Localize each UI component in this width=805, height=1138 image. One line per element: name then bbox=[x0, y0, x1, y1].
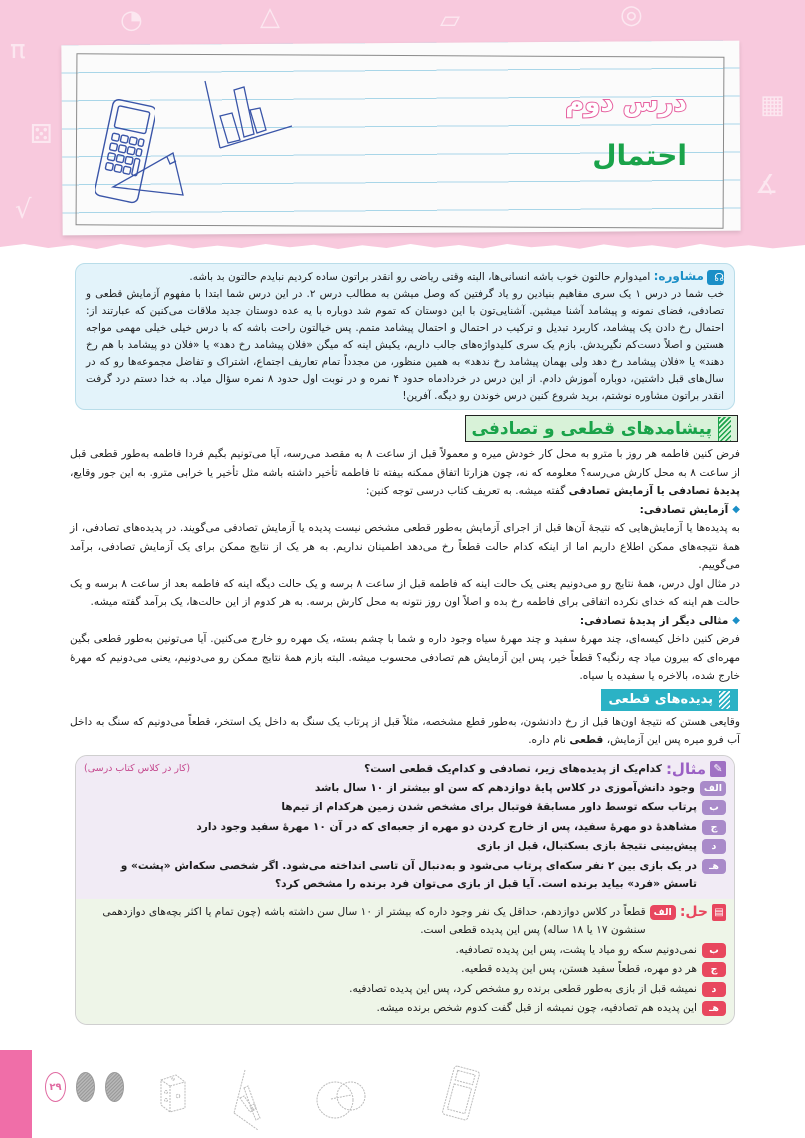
item-tag: ب bbox=[702, 943, 726, 958]
venn-diagram-icon bbox=[315, 1072, 370, 1122]
intro-text: فرض کنین فاطمه هر روز با مترو به محل کار خودش میره و معمولاً قبل از ساعت ۸ به مقصد می‌رسه، آیا می‌تونیم بگیم فردا فاطمه به‌طور قطعی قبل از ساعت ۸ به محل کارش می‌رسه؟ معلومه که نه، چون هزارتا اتفاق ممکنه بیفته تا فاطمه تأخیر داشته باشه مثل تأخیر یا خرابی مترو. به این جور وقایع، bbox=[70, 448, 741, 479]
example-question-area bbox=[76, 756, 734, 899]
item-text: مشاهدهٔ دو مهرهٔ سفید، پس از خارج کردن دو مهره از جعبه‌ای که در آن ۱۰ مهرهٔ سفید وجود دارد bbox=[196, 820, 697, 833]
side-color-strip bbox=[0, 1050, 32, 1138]
doodle-icon: ▦ bbox=[760, 90, 785, 120]
advice-first-line bbox=[86, 268, 724, 286]
intro-bold-term: پدیدهٔ تصادفی یا آزمایش تصادفی bbox=[568, 485, 740, 497]
solution-label: حل: bbox=[679, 903, 708, 920]
main-content bbox=[70, 263, 740, 1025]
example-label: مثال: bbox=[665, 759, 706, 778]
item-text: پیش‌بینی نتیجهٔ بازی بسکتبال، قبل از بازی bbox=[476, 840, 697, 852]
page-dot-icon bbox=[76, 1072, 95, 1102]
item-tag: د bbox=[702, 839, 726, 854]
doodle-icon: ◎ bbox=[620, 0, 643, 30]
document-icon: ▤ bbox=[712, 904, 726, 921]
section-heading-text: پیشامدهای قطعی و تصادفی bbox=[471, 418, 712, 439]
advice-label: مشاوره: bbox=[653, 269, 704, 283]
example-item bbox=[84, 779, 726, 798]
item-text: هر دو مهره، قطعاً سفید هستن، پس این پدیده قطعیه. bbox=[461, 963, 697, 975]
headset-icon: ☊ bbox=[707, 270, 724, 285]
advice-intro: امیدوارم حالتون خوب باشه انسانی‌ها، البته وقتی ریاضی رو انقدر براتون ساده کردیم نبایدم حالتون بد باشه. bbox=[189, 271, 651, 283]
doodle-icon: π bbox=[10, 35, 26, 65]
certain-bold-term: قطعی bbox=[569, 734, 604, 746]
solution-item bbox=[84, 941, 726, 960]
example-source: (کار در کلاس کتاب درسی) bbox=[84, 763, 191, 774]
solution-area bbox=[76, 899, 734, 1024]
example-item bbox=[84, 837, 726, 856]
solution-first-item bbox=[84, 903, 726, 940]
example-item bbox=[84, 818, 726, 837]
advice-body: خب شما در درس ۱ یک سری مفاهیم بنیادین رو یاد گرفتین که وصل میشن به مطالب درس ۲. در این درس شما ابتدا با مفهوم آزمایش قطعی و تصادفی، فضای نمونه و پیشامد آشنا میشین. آشنایی‌تون با این دوستان که تموم شد دوباره با یه عده دوستان جدید ملاقات می‌کنین که عبارتند از: احتمال رخ دادن یک پیشامد، کاربرد تبدیل و ترکیب در احتمال و احتمال پیشامد متمم. پس خیالتون راحت باشه که با درس خیلی خیلی مهمی مواجه هستین و اصلاً دست‌کم نگیریدش. بازم یک سری کلیدواژه‌های جالب داریم، یکیش اینه که میگن «فلان پیشامد رخ دهد» یا «فلان دو پیشامد با هم رخ دهند» یا «فلان پیشامد رخ دهد ولی بهمان پیشامد رخ ندهد» به همین منظور، من مجدداً تمام تعاریف اجتماع، اشتراک و تفاضل مجموعه‌ها رو که در سال‌های قبل داشتین، دوباره آموزش دادم. از این درس در خردادماه حدود ۴ نمره و در نوبت اول حدود ۸ نمره سؤال میاد. به خدا دستم درد گرفت انقدر براتون مشاوره نوشتم، برید شروع کنین درس خوندن رو دیگه. آفرین! bbox=[86, 288, 724, 402]
doodle-icon: △ bbox=[260, 2, 280, 32]
item-tag: الف bbox=[700, 781, 726, 796]
certain-events-paragraph bbox=[70, 713, 740, 750]
example-box bbox=[75, 755, 735, 1025]
section-heading-text: پدیده‌های قطعی bbox=[608, 692, 713, 707]
other-example-heading-text: مثالی دیگر از پدیدهٔ تصادفی: bbox=[579, 614, 729, 627]
item-tag: هـ bbox=[702, 859, 726, 874]
example-head bbox=[84, 760, 726, 778]
pen-icon: ✎ bbox=[710, 761, 726, 777]
hatch-decoration-icon bbox=[718, 417, 731, 441]
example-item bbox=[84, 857, 726, 894]
example-question: کدام‌یک از پدیده‌های زیر، تصادفی و کدام‌یک قطعی است؟ bbox=[364, 762, 662, 775]
calculator-sketch-icon bbox=[442, 1064, 480, 1122]
intro-end: گفته میشه. به تعریف کتاب درسی توجه کنین: bbox=[365, 485, 569, 497]
doodle-icon: ∡ bbox=[755, 170, 779, 200]
page-number: ۲۹ bbox=[45, 1072, 66, 1102]
solution-item bbox=[84, 980, 726, 999]
item-text: وجود دانش‌آموزی در کلاس پایهٔ دوازدهم که سن او بیشتر از ۱۰ سال باشد bbox=[314, 781, 695, 794]
item-text: پرتاب سکه توسط داور مسابقهٔ فوتبال برای مشخص شدن زمین هرکدام از تیم‌ها bbox=[281, 801, 697, 813]
page-dot-icon bbox=[105, 1072, 124, 1102]
example-paragraph: در مثال اول درس، همهٔ نتایج رو می‌دونیم یعنی یک حالت اینه که فاطمه قبل از ساعت ۸ برسه و یک حالت دیگه اینه که فاطمه بعد از ساعت ۸ برسه و یک حالت هم اینه که خدای نکرده اتفاقی برای فاطمه رخ بده و اصلاً اون روز نتونه به محل کارش برسه. به هر کدوم از این حالت‌ها، یک برآمد گفته میشه. bbox=[70, 577, 741, 608]
header-banner bbox=[0, 0, 805, 250]
doodle-icon: √ bbox=[15, 195, 32, 225]
bullet-icon: ◆ bbox=[732, 503, 740, 515]
solution-item bbox=[84, 999, 726, 1018]
bullet-icon: ◆ bbox=[732, 614, 740, 626]
footer-row bbox=[45, 1070, 124, 1104]
dice-icon bbox=[158, 1072, 188, 1114]
item-tag: د bbox=[702, 982, 726, 997]
item-text: قطعاً در کلاس دوازدهم، حداقل یک نفر وجود داره که بیشتر از ۱۰ سال سن داشته باشه (چون تمام یا اکثر بچه‌های دوازدهمی سنشون ۱۷ یا ۱۸ ساله) پس این پدیده قطعی است. bbox=[102, 905, 646, 936]
item-tag: الف bbox=[650, 905, 676, 920]
item-text: این پدیده هم تصادفیه، چون نمیشه از قبل گفت کدوم شخص برنده میشه. bbox=[376, 1002, 697, 1014]
solution-item bbox=[84, 960, 726, 979]
item-tag: ج bbox=[702, 820, 726, 835]
doodle-icon: ⚄ bbox=[30, 120, 53, 150]
item-tag: ج bbox=[702, 962, 726, 977]
bar-chart-icon bbox=[200, 78, 300, 153]
triangle-icon bbox=[105, 145, 205, 210]
doodle-icon: ▱ bbox=[440, 5, 460, 35]
hatch-decoration-icon bbox=[719, 691, 730, 709]
torn-edge bbox=[0, 238, 805, 250]
chart-sketch-icon bbox=[230, 1068, 265, 1133]
item-text: نمی‌دونیم سکه رو میاد یا پشت، پس این پدیده تصادفیه. bbox=[455, 943, 697, 956]
section-heading-certain-events bbox=[601, 689, 738, 711]
other-example-heading bbox=[70, 612, 740, 631]
definition-heading bbox=[70, 501, 740, 520]
intro-paragraph bbox=[70, 445, 740, 501]
lesson-title: احتمال bbox=[592, 139, 687, 172]
item-tag: ب bbox=[702, 800, 726, 815]
definition-heading-text: آزمایش تصادفی: bbox=[639, 503, 729, 516]
item-tag: هـ bbox=[702, 1001, 726, 1016]
section-heading-random-events bbox=[465, 415, 738, 442]
advice-box bbox=[75, 263, 735, 410]
example-title-row bbox=[364, 760, 726, 778]
lesson-number: درس دوم bbox=[565, 88, 687, 118]
item-text: در یک بازی بین ۲ نفر سکه‌ای پرتاب می‌شود و به‌دنبال آن تاسی انداخته می‌شود. اگر شخصی سکه‌اش «پشت» و تاسش «فرد» بیاید برنده است. آیا قبل از بازی می‌توان فرد برنده را مشخص کرد؟ bbox=[120, 859, 697, 890]
certain-text: وقایعی هستن که نتیجهٔ اون‌ها قبل از رخ دادنشون، به‌طور قطع مشخصه، مثلاً قبل از پرتاب یک سنگ به داخل یک استخر، قطعاً می‌دونیم که سنگ به داخل آب فرو میره پس این آزمایش، bbox=[70, 715, 740, 746]
item-text: نمیشه قبل از بازی به‌طور قطعی برنده رو مشخص کرد، پس این پدیده تصادفیه. bbox=[349, 982, 697, 995]
other-example-paragraph: فرض کنین داخل کیسه‌ای، چند مهرهٔ سفید و چند مهرهٔ سیاه وجود داره و شما با چشم بسته، یک مهره رو خارج می‌کنین. آیا می‌تونین به‌طور قطعی بگین مهره‌ای که بیرون میاد چه رنگیه؟ قطعاً خیر، پس این آزمایش هم تصادفی محسوب میشه. البته بازم همهٔ نتایج ممکن رو می‌دونیم، یعنی می‌دونیم که مهرهٔ خارج شده، بالاخره یا سفیده یا سیاه. bbox=[70, 633, 740, 682]
certain-text-end: نام داره. bbox=[528, 734, 570, 746]
definition-paragraph: به پدیده‌ها یا آزمایش‌هایی که نتیجهٔ آن‌ها قبل از اجرای آزمایش به‌طور قطعی مشخص نیست پدیده یا آزمایش تصادفی می‌گویند. در پدیده‌های تصادفی، از همهٔ نتیجه‌های ممکن اطلاع داریم اما از اینکه کدام حالت قطعاً رخ می‌دهد اطمینان نداریم. به هر یک از نتایج ممکن برای یک آزمایش تصادفی، برآمد می‌گوییم. bbox=[70, 522, 740, 571]
doodle-icon: ◔ bbox=[120, 5, 143, 35]
example-item bbox=[84, 798, 726, 817]
